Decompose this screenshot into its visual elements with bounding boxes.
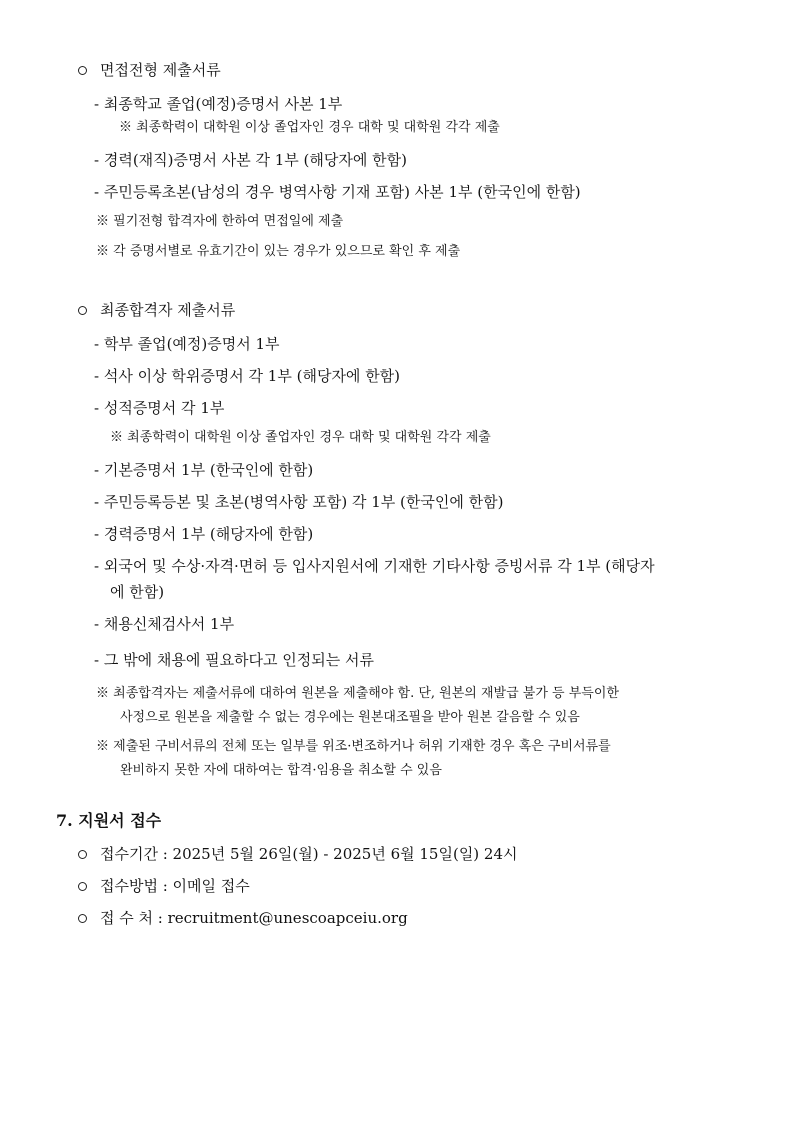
list-item: - 외국어 및 수상·자격·면허 등 입사지원서에 기재한 기타사항 증빙서류 각 1부 (해당자: [94, 557, 655, 575]
list-item: - 그 밖에 채용에 필요하다고 인정되는 서류: [94, 651, 375, 669]
note-item-continuation: 사정으로 원본을 제출할 수 없는 경우에는 원본대조필을 받아 원본 갈음할 수 있음: [120, 710, 580, 725]
note-item: ※ 최종학력이 대학원 이상 졸업자인 경우 대학 및 대학원 각각 제출: [119, 120, 500, 135]
note-item: ※ 제출된 구비서류의 전체 또는 일부를 위조·변조하거나 허위 기재한 경우 혹은 구비서류를: [96, 739, 611, 754]
note-item: ※ 각 증명서별로 유효기간이 있는 경우가 있으므로 확인 후 제출: [96, 244, 461, 259]
section-heading-application: 7. 지원서 접수: [56, 811, 162, 830]
list-item-continuation: 에 한함): [110, 583, 165, 601]
list-item: - 채용신체검사서 1부: [94, 615, 235, 633]
section-title-interview-docs: 면접전형 제출서류: [100, 61, 221, 79]
list-item: - 경력(재직)증명서 사본 각 1부 (해당자에 한함): [94, 151, 407, 169]
application-period: 접수기간 : 2025년 5월 26일(월) - 2025년 6월 15일(일) 24시: [100, 845, 518, 863]
bullet-circle-icon: [78, 882, 87, 891]
list-item: - 학부 졸업(예정)증명서 1부: [94, 335, 280, 353]
list-item: - 주민등록초본(남성의 경우 병역사항 기재 포함) 사본 1부 (한국인에 한함): [94, 183, 581, 201]
section-title-final-docs: 최종합격자 제출서류: [100, 301, 236, 319]
note-item: ※ 최종합격자는 제출서류에 대하여 원본을 제출해야 함. 단, 원본의 재발급 불가 등 부득이한: [96, 686, 619, 701]
note-item-continuation: 완비하지 못한 자에 대하여는 합격·임용을 취소할 수 있음: [120, 763, 442, 778]
bullet-circle-icon: [78, 66, 87, 75]
application-address: 접 수 처 : recruitment@unescoapceiu.org: [100, 909, 408, 927]
bullet-circle-icon: [78, 306, 87, 315]
note-item: ※ 최종학력이 대학원 이상 졸업자인 경우 대학 및 대학원 각각 제출: [110, 430, 491, 445]
bullet-circle-icon: [78, 914, 87, 923]
list-item: - 성적증명서 각 1부: [94, 399, 225, 417]
list-item: - 석사 이상 학위증명서 각 1부 (해당자에 한함): [94, 367, 401, 385]
list-item: - 기본증명서 1부 (한국인에 한함): [94, 461, 314, 479]
list-item: - 경력증명서 1부 (해당자에 한함): [94, 525, 314, 543]
application-method: 접수방법 : 이메일 접수: [100, 877, 250, 895]
list-item: - 최종학교 졸업(예정)증명서 사본 1부: [94, 95, 343, 113]
list-item: - 주민등록등본 및 초본(병역사항 포함) 각 1부 (한국인에 한함): [94, 493, 504, 511]
note-item: ※ 필기전형 합격자에 한하여 면접일에 제출: [96, 214, 344, 229]
bullet-circle-icon: [78, 850, 87, 859]
